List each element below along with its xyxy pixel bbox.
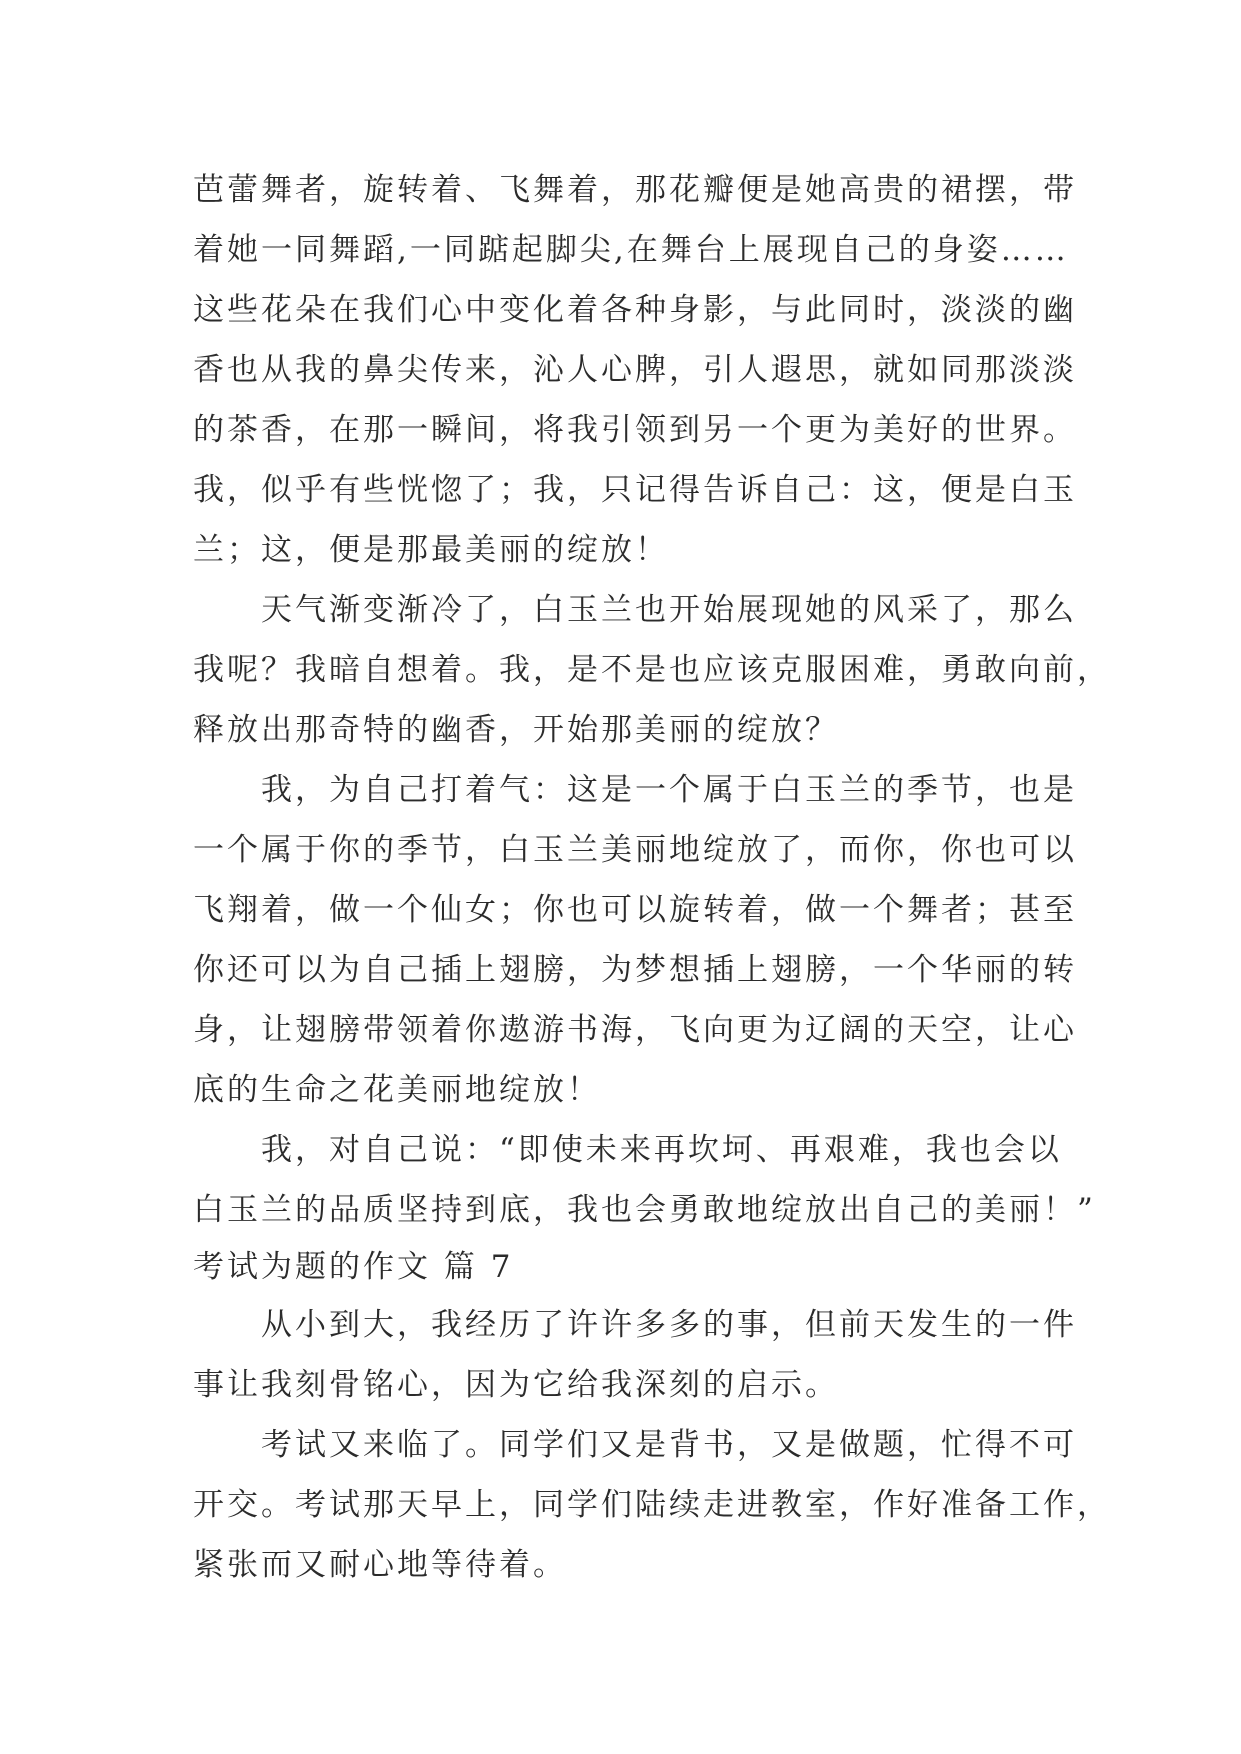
section-heading: 考试为题的作文 篇 7 xyxy=(193,1249,514,1285)
text-line: 芭蕾舞者，旋转着、飞舞着，那花瓣便是她高贵的裙摆，带 xyxy=(193,172,1077,208)
text-line: 我，对自己说：“即使未来再坎坷、再艰难，我也会以 xyxy=(193,1132,1062,1168)
document-body xyxy=(193,160,1111,1595)
text-line: 飞翔着，做一个仙女；你也可以旋转着，做一个舞者；甚至 xyxy=(193,892,1077,928)
text-line: 香也从我的鼻尖传来，沁人心脾，引人遐思，就如同那淡淡 xyxy=(193,352,1077,388)
text-line: 一个属于你的季节，白玉兰美丽地绽放了，而你，你也可以 xyxy=(193,832,1077,868)
text-line: 紧张而又耐心地等待着。 xyxy=(193,1547,567,1583)
text-line: 我呢？我暗自想着。我，是不是也应该克服困难，勇敢向前， xyxy=(193,652,1111,688)
text-line: 这些花朵在我们心中变化着各种身影，与此同时，淡淡的幽 xyxy=(193,292,1077,328)
text-line: 你还可以为自己插上翅膀，为梦想插上翅膀，一个华丽的转 xyxy=(193,952,1077,988)
text-line: 我，为自己打着气：这是一个属于白玉兰的季节，也是 xyxy=(193,772,1077,808)
text-line: 身，让翅膀带领着你遨游书海，飞向更为辽阔的天空，让心 xyxy=(193,1012,1077,1048)
text-line: 我，似乎有些恍惚了；我，只记得告诉自己：这，便是白玉 xyxy=(193,472,1077,508)
text-line: 事让我刻骨铭心，因为它给我深刻的启示。 xyxy=(193,1367,839,1403)
text-line: 从小到大，我经历了许许多多的事，但前天发生的一件 xyxy=(193,1307,1077,1343)
text-line: 考试又来临了。同学们又是背书，又是做题，忙得不可 xyxy=(193,1427,1077,1463)
text-line: 白玉兰的品质坚持到底，我也会勇敢地绽放出自己的美丽！” xyxy=(193,1192,1096,1228)
text-line: 底的生命之花美丽地绽放！ xyxy=(193,1072,601,1108)
text-line: 的茶香，在那一瞬间，将我引领到另一个更为美好的世界。 xyxy=(193,412,1077,448)
text-line: 兰；这，便是那最美丽的绽放！ xyxy=(193,532,669,568)
text-line: 着她一同舞蹈,一同踮起脚尖,在舞台上展现自己的身姿…… xyxy=(193,232,1069,268)
text-line: 天气渐变渐冷了，白玉兰也开始展现她的风采了，那么 xyxy=(193,592,1077,628)
text-line: 释放出那奇特的幽香，开始那美丽的绽放？ xyxy=(193,712,839,748)
text-line: 开交。考试那天早上，同学们陆续走进教室，作好准备工作， xyxy=(193,1487,1111,1523)
